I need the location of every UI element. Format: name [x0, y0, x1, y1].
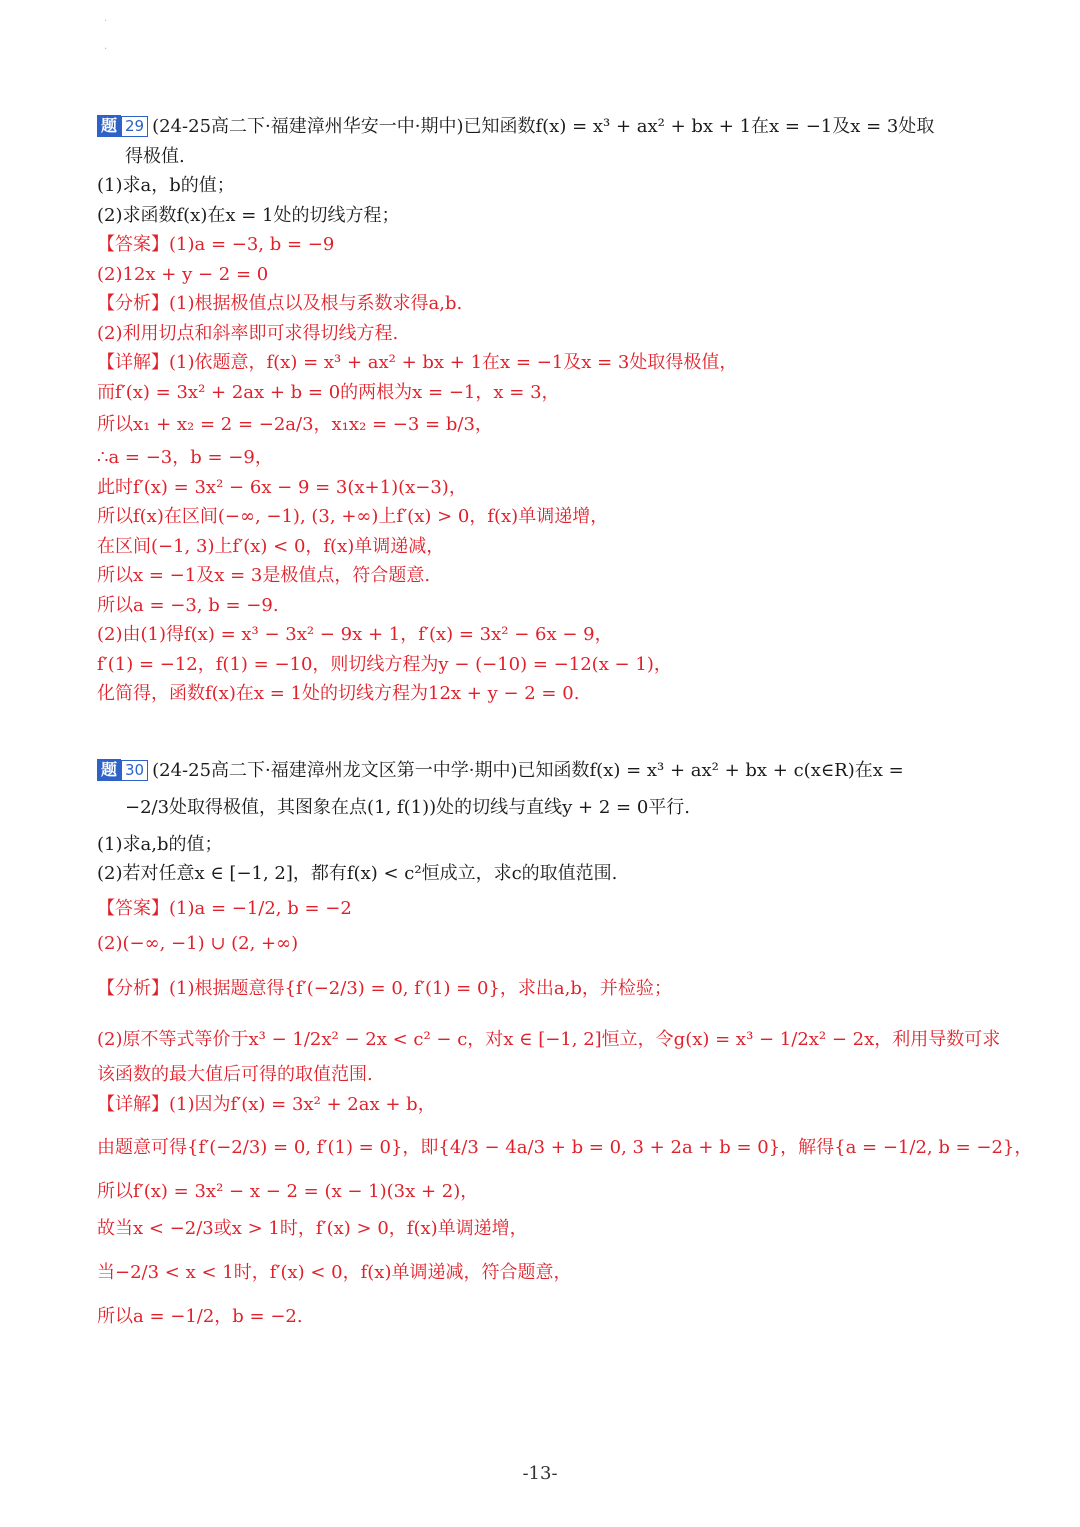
solution-line: 此时f′(x) = 3x² − 6x − 9 = 3(x+1)(x−3)， [97, 476, 467, 498]
scan-marks: · · [104, 16, 108, 55]
solution-line: 所以f′(x) = 3x² − x − 2 = (x − 1)(3x + 2)， [97, 1181, 479, 1202]
answer-line: 【答案】(1)a = −1/2, b = −2 [97, 897, 352, 919]
problem-text: (24-25高二下·福建漳州华安一中·期中)已知函数f(x) = x³ + ax² + bx + 1在x = −1及x = 3处取 [152, 116, 935, 137]
analysis-line: 【分析】(1)根据极值点以及根与系数求得a,b. [97, 293, 463, 314]
analysis-line: 【分析】(1)根据题意得{f′(−2/3) = 0, f′(1) = 0}，求出a,b，并检验； [97, 978, 672, 999]
question-1: (1)求a，b的值； [97, 175, 235, 196]
problem-tag: 题 [97, 115, 121, 137]
problem-line [97, 112, 997, 142]
problem-tag: 题 [97, 759, 121, 781]
analysis-line: 该函数的最大值后可得的取值范围. [97, 1064, 373, 1085]
problem-number: 29 [121, 116, 148, 137]
solution-line: 所以x₁ + x₂ = 2 = −2a/3，x₁x₂ = −3 = b/3， [97, 414, 493, 435]
solution-line: 当−2/3 < x < 1时，f′(x) < 0，f(x)单调递减，符合题意， [97, 1261, 572, 1283]
answer-line: (2)(−∞, −1) ∪ (2, +∞) [97, 932, 299, 954]
solution-line: 所以a = −3, b = −9. [97, 594, 279, 616]
solution-line: 由题意可得{f′(−2/3) = 0, f′(1) = 0}，即{4/3 − 4a/3 + b = 0, 3 + 2a + b = 0}，解得{a = −1/2, b = −2}， [97, 1137, 1033, 1158]
solution-line: 【详解】(1)因为f′(x) = 3x² + 2ax + b， [97, 1093, 436, 1115]
problem-line: 得极值. [125, 145, 185, 167]
page-number: -13- [522, 1463, 558, 1484]
answer-line: 【答案】(1)a = −3, b = −9 [97, 234, 335, 255]
solution-line: 所以f(x)在区间(−∞, −1), (3, +∞)上f′(x) > 0，f(x)单调递增， [97, 506, 609, 527]
problem-30 [97, 756, 1033, 1339]
solution-line: 所以a = −1/2，b = −2. [97, 1305, 303, 1327]
solution-line: ∴a = −3，b = −9， [97, 447, 273, 468]
solution-line: f′(1) = −12，f(1) = −10，则切线方程为y − (−10) = −12(x − 1)， [97, 653, 672, 675]
analysis-line: (2)利用切点和斜率即可求得切线方程. [97, 322, 399, 344]
solution-line: 在区间(−1, 3)上f′(x) < 0，f(x)单调递减， [97, 535, 445, 557]
question-2: (2)若对任意x ∈ [−1, 2]，都有f(x) < c²恒成立，求c的取值范围. [97, 863, 618, 884]
answer-line: (2)12x + y − 2 = 0 [97, 263, 269, 285]
solution-line: 【详解】(1)依题意，f(x) = x³ + ax² + bx + 1在x = −1及x = 3处取得极值， [97, 352, 738, 373]
solution-line: (2)由(1)得f(x) = x³ − 3x² − 9x + 1，f′(x) = 3x² − 6x − 9， [97, 624, 613, 645]
problem-number: 30 [121, 760, 148, 781]
solution-line: 化简得，函数f(x)在x = 1处的切线方程为12x + y − 2 = 0. [97, 683, 580, 704]
problem-29 [97, 112, 997, 709]
question-1: (1)求a,b的值； [97, 833, 223, 855]
problem-line [97, 756, 997, 786]
solution-line: 故当x < −2/3或x > 1时，f′(x) > 0，f(x)单调递增， [97, 1217, 528, 1239]
problem-line: −2/3处取得极值，其图象在点(1, f(1))处的切线与直线y + 2 = 0平行. [125, 796, 690, 818]
problem-text: (24-25高二下·福建漳州龙文区第一中学·期中)已知函数f(x) = x³ + ax² + bx + c(x∈R)在x = [152, 760, 904, 781]
analysis-line: (2)原不等式等价于x³ − 1/2x² − 2x < c² − c，对x ∈ [−1, 2]恒立，令g(x) = x³ − 1/2x² − 2x，利用导数可求 [97, 1029, 1001, 1050]
question-2: (2)求函数f(x)在x = 1处的切线方程； [97, 204, 400, 226]
solution-line: 而f′(x) = 3x² + 2ax + b = 0的两根为x = −1，x = 3， [97, 381, 560, 403]
solution-line: 所以x = −1及x = 3是极值点，符合题意. [97, 565, 431, 586]
